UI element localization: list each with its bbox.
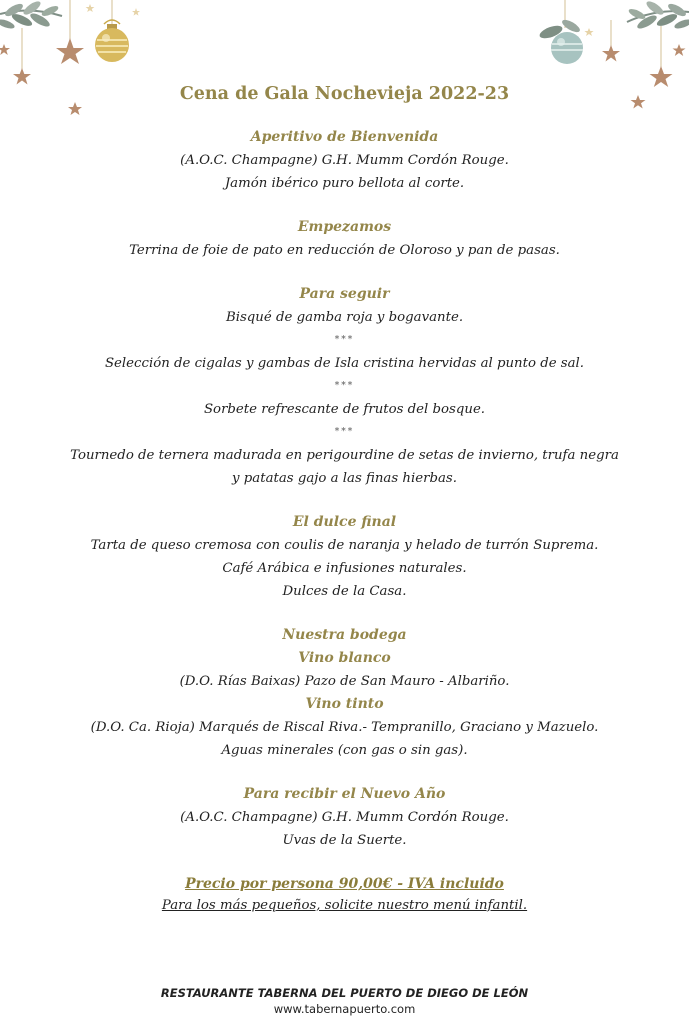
separator: *** [334, 427, 355, 437]
menu-item: Bisqué de gamba roja y bogavante. [225, 310, 464, 325]
star-icon [673, 44, 686, 56]
star-icon [56, 38, 84, 64]
separator: *** [334, 335, 355, 345]
menu-item: Café Arábica e infusiones naturales. [222, 561, 467, 576]
menu-item: (A.O.C. Champagne) G.H. Mumm Cordón Rouge. [180, 153, 509, 168]
pine-branch-icon [0, 0, 62, 30]
website-link[interactable]: www.tabernapuerto.com [273, 1002, 416, 1016]
section-heading: Para seguir [299, 286, 390, 302]
star-icon [86, 4, 95, 12]
menu-item: Tarta de queso cremosa con coulis de naranja y helado de turrón Suprema. [90, 538, 599, 553]
section-heading: El dulce final [292, 514, 397, 530]
footer [0, 985, 689, 1017]
section-bodega [0, 624, 689, 762]
star-icon [0, 44, 10, 55]
gold-ornament-icon [95, 0, 129, 62]
kids-menu-note: Para los más pequeños, solicite nuestro menú infantil. [161, 898, 528, 913]
menu-item: Selección de cigalas y gambas de Isla cristina hervidas al punto de sal. [104, 356, 585, 371]
page-title: Cena de Gala Nochevieja 2022-23 [179, 84, 510, 104]
menu-item: Aguas minerales (con gas o sin gas). [221, 743, 468, 758]
menu-item: y patatas gajo a las finas hierbas. [232, 471, 457, 486]
menu-item: (D.O. Ca. Rioja) Marqués de Riscal Riva.- Tempranillo, Graciano y Mazuelo. [90, 720, 599, 735]
menu [0, 82, 689, 917]
section-heading: Nuestra bodega [282, 627, 407, 643]
section-para-seguir [0, 283, 689, 490]
star-icon [602, 45, 620, 62]
separator: *** [334, 381, 355, 391]
restaurant-name: RESTAURANTE TABERNA DEL PUERTO DE DIEGO DE LEÓN [160, 986, 529, 1000]
menu-item: Sorbete refrescante de frutos del bosque. [203, 402, 486, 417]
subheading-vino-tinto: Vino tinto [305, 696, 384, 712]
star-icon [584, 28, 593, 36]
menu-item: Jamón ibérico puro bellota al corte. [224, 176, 465, 191]
section-empezamos [0, 216, 689, 262]
menu-item: (A.O.C. Champagne) G.H. Mumm Cordón Rouge. [180, 810, 509, 825]
section-dulce-final [0, 511, 689, 603]
section-nuevo-ano [0, 783, 689, 852]
pine-branch-icon [627, 0, 689, 31]
section-heading: Para recibir el Nuevo Año [243, 786, 446, 802]
subheading-vino-blanco: Vino blanco [298, 650, 391, 666]
menu-item: (D.O. Rías Baixas) Pazo de San Mauro - Albariño. [179, 674, 510, 689]
menu-item: Terrina de foie de pato en reducción de Oloroso y pan de pasas. [129, 243, 560, 258]
star-icon [132, 8, 140, 16]
menu-item: Tournedo de ternera madurada en perigourdine de setas de invierno, trufa negra [70, 448, 619, 463]
teal-ornament-icon [538, 0, 583, 64]
section-heading: Empezamos [297, 219, 392, 235]
menu-item: Dulces de la Casa. [282, 584, 407, 599]
section-aperitivo [0, 126, 689, 195]
menu-item: Uvas de la Suerte. [282, 833, 407, 848]
price-line: Precio por persona 90,00€ - IVA incluido [185, 876, 504, 892]
section-heading: Aperitivo de Bienvenida [250, 129, 439, 145]
